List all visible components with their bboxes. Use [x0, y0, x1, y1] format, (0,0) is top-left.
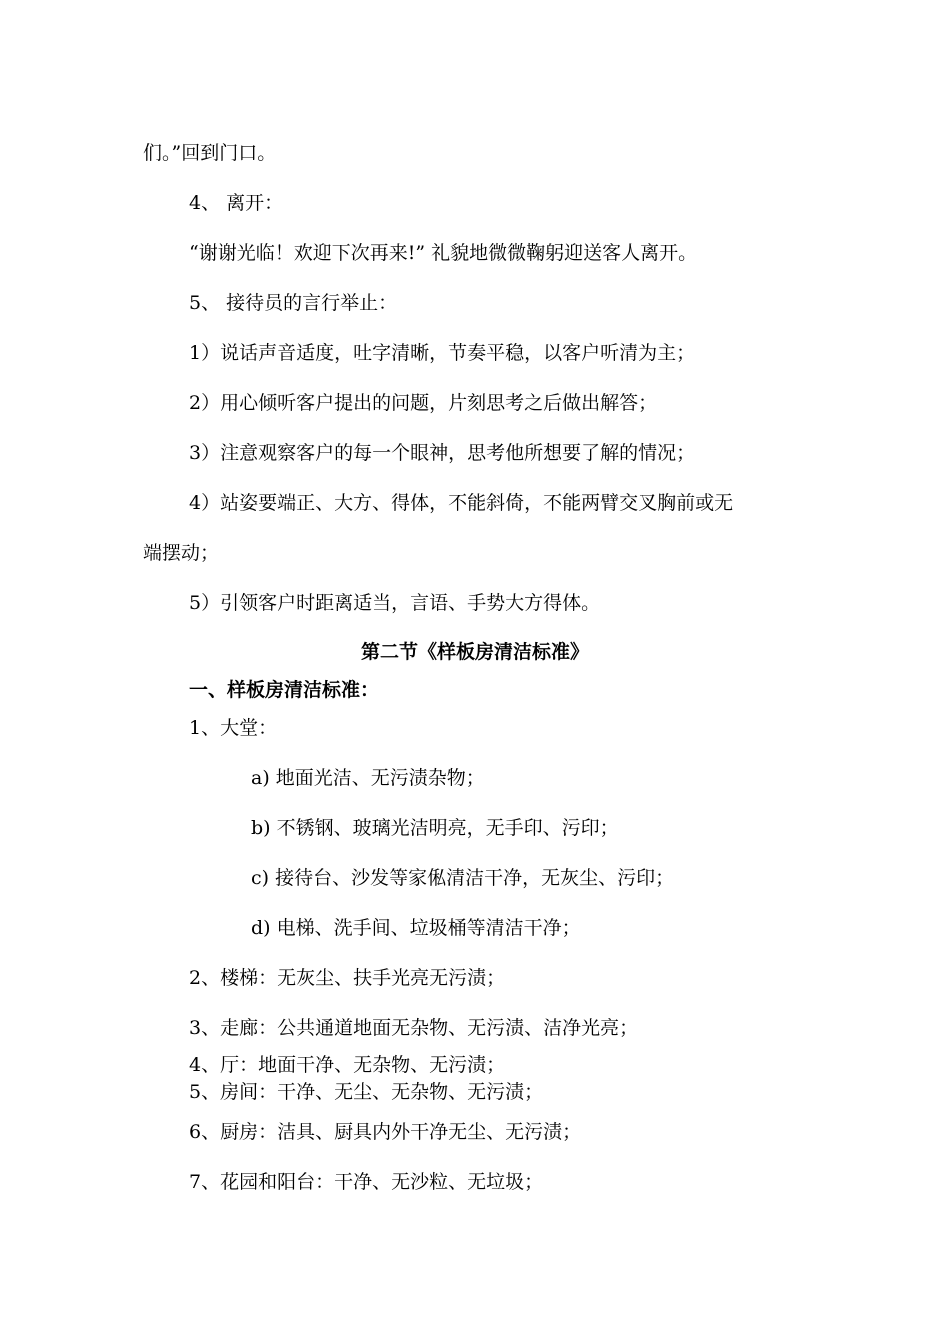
continuation-text: 们。”回到门口。	[143, 142, 277, 164]
item-4-text: “谢谢光临！欢迎下次再来!” 礼貌地微微鞠躬迎送客人离开。	[189, 242, 698, 264]
conduct-item: 4）站姿要端正、大方、得体，不能斜倚，不能两臂交叉胸前或无	[189, 492, 734, 514]
section-subtitle: 一、样板房清洁标准：	[189, 679, 380, 701]
conduct-item: 2）用心倾听客户提出的问题，片刻思考之后做出解答；	[189, 392, 658, 414]
item-5-heading: 5、 接待员的言行举止：	[189, 292, 398, 314]
lobby-item: a) 地面光洁、无污渍杂物；	[251, 767, 485, 789]
lobby-item: b) 不锈钢、玻璃光洁明亮，无手印、污印；	[251, 817, 619, 839]
section-title: 第二节《样板房清洁标准》	[360, 641, 589, 663]
lobby-item: c) 接待台、沙发等家俬清洁干净，无灰尘、污印；	[251, 867, 675, 889]
conduct-item: 3）注意观察客户的每一个眼神，思考他所想要了解的情况；	[189, 442, 696, 464]
standard-item: 6、厨房：洁具、厨具内外干净无尘、无污渍；	[189, 1121, 582, 1143]
standard-item: 4、厅：地面干净、无杂物、无污渍；	[189, 1054, 506, 1076]
lobby-heading: 1、大堂：	[189, 717, 278, 739]
conduct-item: 5）引领客户时距离适当，言语、手势大方得体。	[189, 592, 601, 614]
lobby-item: d) 电梯、洗手间、垃圾桶等清洁干净；	[251, 917, 581, 939]
item-4-heading: 4、 离开：	[189, 192, 284, 214]
conduct-item-continuation: 端摆动；	[143, 542, 220, 564]
standard-item: 5、房间：干净、无尘、无杂物、无污渍；	[189, 1081, 544, 1103]
standard-item: 7、花园和阳台：干净、无沙粒、无垃圾；	[189, 1171, 544, 1193]
conduct-item: 1）说话声音适度，吐字清晰，节奏平稳，以客户听清为主；	[189, 342, 696, 364]
standard-item: 3、走廊：公共通道地面无杂物、无污渍、洁净光亮；	[189, 1017, 639, 1039]
standard-item: 2、楼梯：无灰尘、扶手光亮无污渍；	[189, 967, 506, 989]
